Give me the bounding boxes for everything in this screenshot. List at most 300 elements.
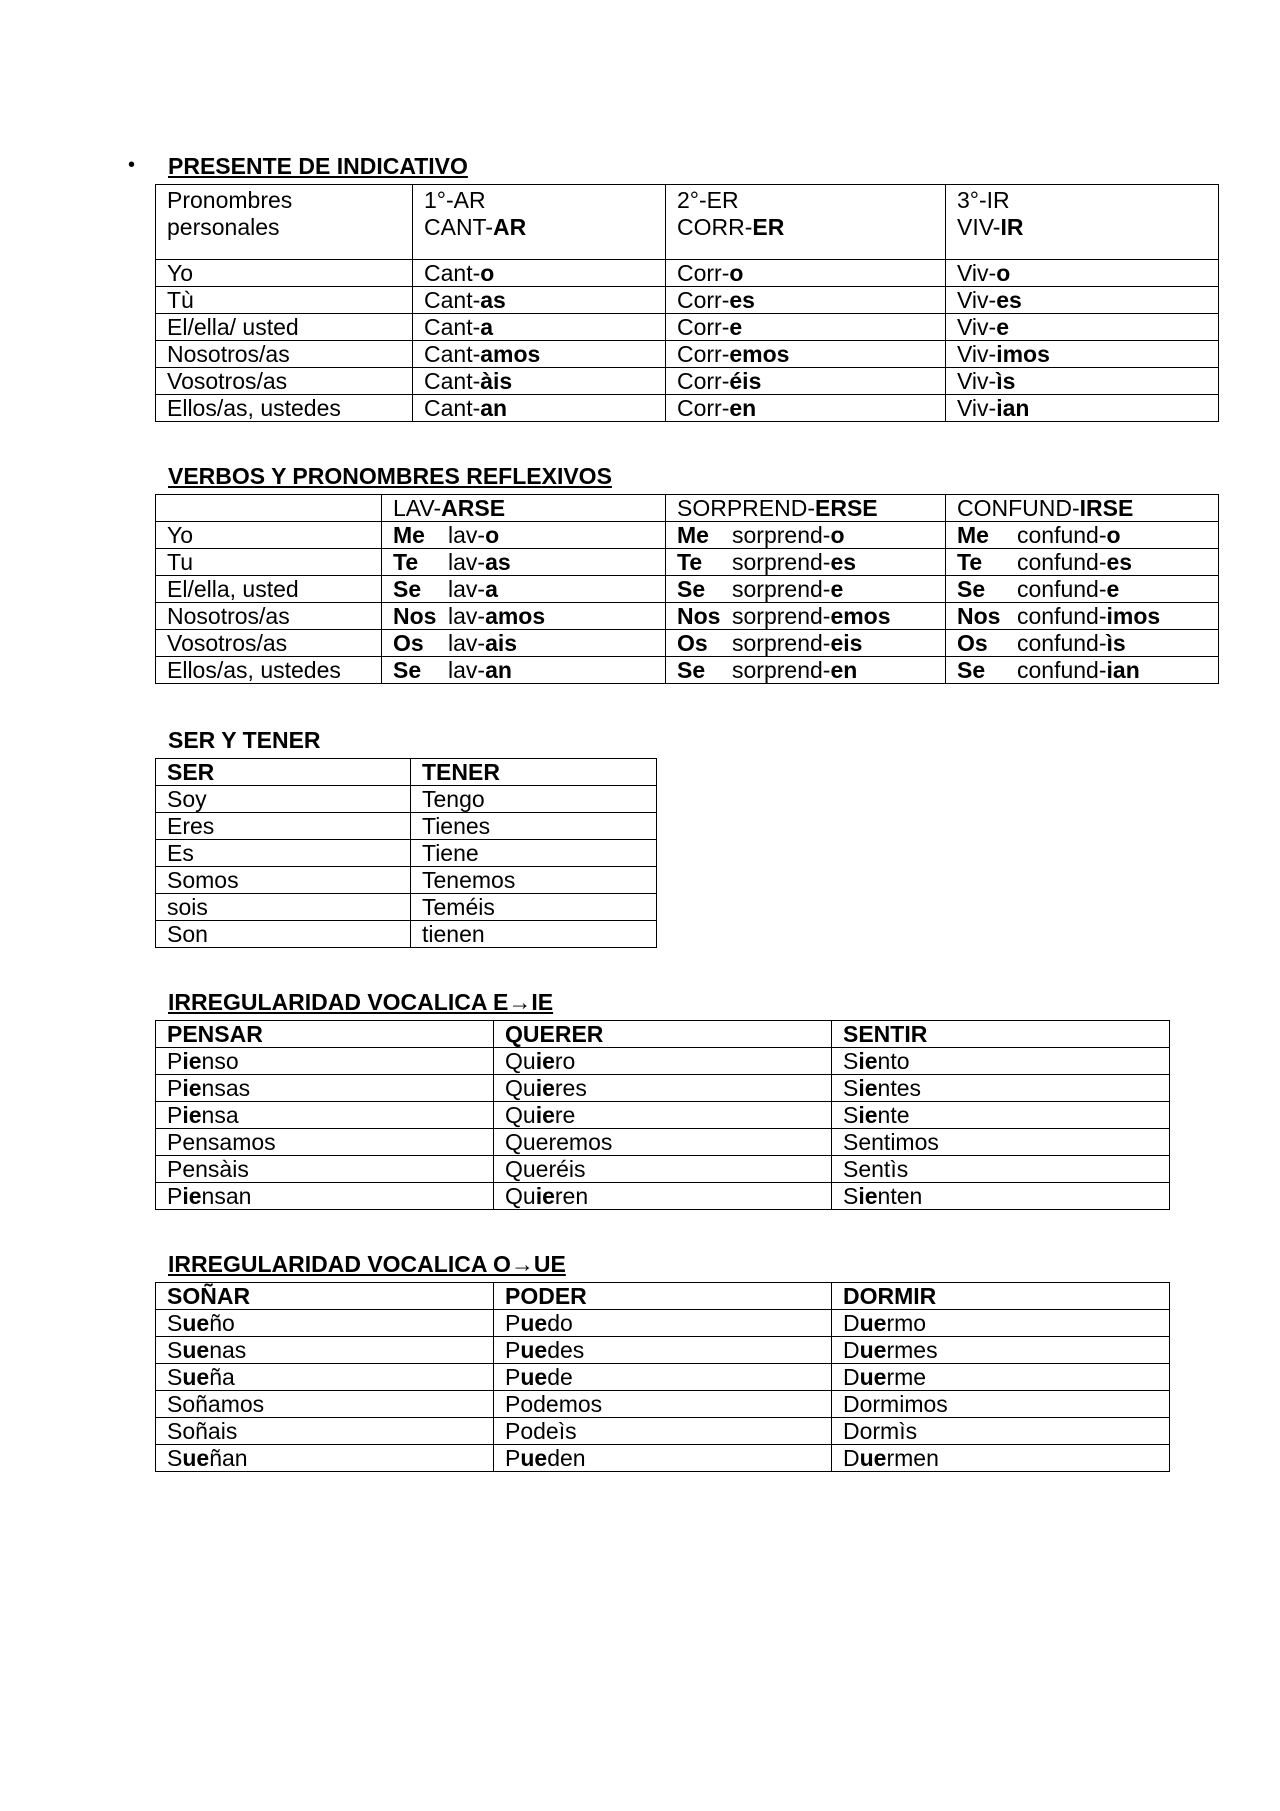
diphthong: ue	[859, 1310, 887, 1336]
presente-row	[156, 368, 1219, 395]
verb-header: TENER	[411, 759, 657, 786]
verb-ending: o	[830, 522, 845, 548]
header-empty	[156, 495, 382, 522]
word-end: nsa	[201, 1102, 239, 1128]
o-ue-row	[156, 1445, 1170, 1472]
ser-tener-table	[155, 758, 657, 948]
diphthong: ie	[182, 1048, 202, 1074]
verb-stem: VIV-	[957, 214, 1001, 240]
verb-stem: Viv-	[957, 314, 997, 340]
word-start: Dormimos	[843, 1391, 948, 1417]
verb-stem: Viv-	[957, 260, 997, 286]
reflexivos-title: VERBOS Y PRONOMBRES REFLEXIVOS	[168, 463, 612, 489]
diphthong: ie	[858, 1048, 878, 1074]
conjugation-cell	[156, 1048, 494, 1075]
e-ie-row	[156, 1183, 1170, 1210]
reflexive-pronoun: Nos	[957, 603, 1001, 629]
word-start: Podeìs	[505, 1418, 577, 1444]
reflexive-pronoun: Me	[393, 522, 425, 548]
conjugation-cell	[494, 1156, 832, 1183]
conjugation-cell	[494, 1129, 832, 1156]
e-ie-row	[156, 1129, 1170, 1156]
word-start: P	[505, 1445, 521, 1471]
conjugation-cell	[832, 1445, 1170, 1472]
conjugation-cell	[946, 314, 1219, 341]
presente-title: PRESENTE DE INDICATIVO	[168, 153, 468, 179]
o-ue-row	[156, 1418, 1170, 1445]
reflexivos-header-verb	[946, 495, 1219, 522]
conjugation-cell	[832, 1102, 1170, 1129]
verb-stem: lav-	[448, 630, 486, 656]
e-ie-row	[156, 1156, 1170, 1183]
reflexive-cell	[946, 522, 1219, 549]
verb-stem: sorprend-	[732, 657, 831, 683]
verb-stem: sorprend-	[732, 576, 831, 602]
conjugation-cell: Tengo	[411, 786, 657, 813]
reflexive-pronoun: Se	[393, 657, 422, 683]
verb-stem: Corr-	[677, 368, 730, 394]
word-start: P	[167, 1102, 183, 1128]
reflexive-pronoun: Me	[957, 522, 989, 548]
verb-ending: es	[996, 287, 1022, 313]
verb-stem: Cant-	[424, 287, 481, 313]
ser-tener-row	[156, 894, 657, 921]
verb-ending: emos	[830, 603, 891, 629]
e-ie-title: IRREGULARIDAD VOCALICA E→IE	[168, 989, 554, 1015]
word-end: do	[547, 1310, 573, 1336]
word-end: nsan	[201, 1183, 252, 1209]
reflexive-cell	[382, 549, 666, 576]
header-line: personales	[167, 214, 280, 240]
ser-tener-row	[156, 786, 657, 813]
conjugation-cell	[832, 1310, 1170, 1337]
reflexive-pronoun: Os	[957, 630, 988, 656]
verb-stem: Viv-	[957, 287, 997, 313]
diphthong: ue	[182, 1337, 210, 1363]
diphthong: ue	[182, 1364, 210, 1390]
reflexive-cell	[946, 603, 1219, 630]
verb-stem: lav-	[448, 603, 486, 629]
conjugation-cell	[494, 1102, 832, 1129]
word-start: S	[843, 1048, 859, 1074]
word-start: Pensamos	[167, 1129, 276, 1155]
header-line: 1°-AR	[424, 187, 486, 213]
presente-header-conjugation	[946, 185, 1219, 260]
conjugation-cell	[156, 1418, 494, 1445]
verb-ending: e	[996, 314, 1009, 340]
conjugation-cell: Somos	[156, 867, 411, 894]
word-start: Queremos	[505, 1129, 613, 1155]
presente-row	[156, 287, 1219, 314]
verb-ending: o	[485, 522, 500, 548]
word-start: S	[167, 1445, 183, 1471]
verb-stem: confund-	[1017, 603, 1107, 629]
conjugation-cell	[666, 314, 946, 341]
verb-ending: ìs	[996, 368, 1016, 394]
verb-ending: ais	[485, 630, 518, 656]
conjugation-cell	[413, 341, 666, 368]
conjugation-cell: sois	[156, 894, 411, 921]
verb-stem: Cant-	[424, 368, 481, 394]
word-end: nas	[209, 1337, 247, 1363]
ser-tener-header-row	[156, 759, 657, 786]
conjugation-cell	[666, 287, 946, 314]
verb-stem: lav-	[448, 522, 486, 548]
diphthong: ue	[520, 1337, 548, 1363]
reflexivos-table	[155, 494, 1219, 684]
pronoun-cell: Tù	[156, 287, 413, 314]
conjugation-cell	[666, 341, 946, 368]
verb-stem: Cant-	[424, 260, 481, 286]
diphthong: ie	[182, 1075, 202, 1101]
verb-stem: Corr-	[677, 287, 730, 313]
word-start: P	[167, 1075, 183, 1101]
header-line: 2°-ER	[677, 187, 739, 213]
diphthong: ue	[859, 1364, 887, 1390]
word-start: P	[167, 1183, 183, 1209]
conjugation-cell	[946, 287, 1219, 314]
pronoun-cell: El/ella/ usted	[156, 314, 413, 341]
e-ie-row	[156, 1075, 1170, 1102]
verb-stem: Corr-	[677, 314, 730, 340]
conjugation-cell	[832, 1364, 1170, 1391]
conjugation-cell	[413, 260, 666, 287]
word-end: re	[554, 1102, 576, 1128]
conjugation-cell	[494, 1075, 832, 1102]
e-ie-table	[155, 1020, 1170, 1210]
verb-stem: Corr-	[677, 341, 730, 367]
word-start: Soñais	[167, 1418, 238, 1444]
verb-stem: Corr-	[677, 395, 730, 421]
conjugation-cell: Tienes	[411, 813, 657, 840]
verb-ending: emos	[729, 341, 790, 367]
verb-stem: Viv-	[957, 395, 997, 421]
word-end: nte	[877, 1102, 910, 1128]
conjugation-cell	[494, 1183, 832, 1210]
verb-ending: ER	[752, 214, 785, 240]
verb-ending: as	[480, 287, 506, 313]
word-end: nsas	[201, 1075, 251, 1101]
conjugation-cell	[832, 1391, 1170, 1418]
reflexive-cell	[382, 576, 666, 603]
presente-header-pronombres	[156, 185, 413, 260]
reflexivos-row	[156, 603, 1219, 630]
conjugation-cell	[156, 1102, 494, 1129]
conjugation-cell	[494, 1048, 832, 1075]
verb-ending: IR	[1000, 214, 1024, 240]
word-start: P	[167, 1048, 183, 1074]
verb-stem: confund-	[1017, 549, 1107, 575]
reflexive-cell	[382, 522, 666, 549]
reflexive-cell	[946, 576, 1219, 603]
verb-stem: Viv-	[957, 368, 997, 394]
word-start: Qu	[505, 1102, 536, 1128]
reflexive-pronoun: Te	[957, 549, 983, 575]
diphthong: ie	[858, 1075, 878, 1101]
e-ie-row	[156, 1102, 1170, 1129]
diphthong: ie	[535, 1075, 555, 1101]
verb-ending: o	[729, 260, 744, 286]
word-end: rmes	[886, 1337, 938, 1363]
verb-ending: amos	[480, 341, 541, 367]
conjugation-cell	[666, 368, 946, 395]
conjugation-cell	[494, 1418, 832, 1445]
diphthong: ue	[520, 1364, 548, 1390]
verb-ending: AR	[493, 214, 527, 240]
reflexive-pronoun: Se	[677, 657, 706, 683]
pronoun-cell: Nosotros/as	[156, 341, 413, 368]
verb-ending: an	[480, 395, 508, 421]
conjugation-cell	[666, 260, 946, 287]
pronoun-cell: Ellos/as, ustedes	[156, 657, 382, 684]
verb-stem: Cant-	[424, 314, 481, 340]
reflexive-pronoun: Nos	[393, 603, 437, 629]
conjugation-cell	[946, 368, 1219, 395]
word-start: Qu	[505, 1048, 536, 1074]
conjugation-cell	[156, 1156, 494, 1183]
word-start: S	[167, 1364, 183, 1390]
diphthong: ie	[182, 1102, 202, 1128]
presente-header-conjugation	[413, 185, 666, 260]
presente-row	[156, 395, 1219, 422]
verb-stem: Cant-	[424, 341, 481, 367]
header-line: 3°-IR	[957, 187, 1010, 213]
conjugation-cell	[832, 1048, 1170, 1075]
ser-tener-row	[156, 867, 657, 894]
word-end: nto	[877, 1048, 910, 1074]
o-ue-row	[156, 1310, 1170, 1337]
conjugation-cell: Es	[156, 840, 411, 867]
word-end: des	[547, 1337, 585, 1363]
diphthong: ie	[535, 1183, 555, 1209]
verb-ending: IRSE	[1079, 495, 1134, 521]
o-ue-title: IRREGULARIDAD VOCALICA O→UE	[168, 1251, 566, 1277]
reflexive-pronoun: Nos	[677, 603, 721, 629]
o-ue-table	[155, 1282, 1170, 1472]
word-start: P	[505, 1364, 521, 1390]
diphthong: ue	[859, 1445, 887, 1471]
diphthong: ie	[182, 1183, 202, 1209]
reflexivos-header-verb	[666, 495, 946, 522]
verb-ending: es	[729, 287, 755, 313]
conjugation-cell	[946, 341, 1219, 368]
verb-stem: lav-	[448, 576, 486, 602]
reflexive-cell	[946, 549, 1219, 576]
presente-row	[156, 341, 1219, 368]
ser-tener-row	[156, 840, 657, 867]
pronoun-cell: Nosotros/as	[156, 603, 382, 630]
diphthong: ie	[535, 1102, 555, 1128]
verb-ending: a	[480, 314, 494, 340]
word-start: D	[843, 1364, 860, 1390]
word-end: res	[554, 1075, 587, 1101]
verb-ending: e	[1106, 576, 1120, 602]
reflexivos-row	[156, 522, 1219, 549]
word-start: Queréis	[505, 1156, 586, 1182]
verb-ending: imos	[1106, 603, 1161, 629]
verb-header: PENSAR	[156, 1021, 494, 1048]
conjugation-cell: Son	[156, 921, 411, 948]
header-line: Pronombres	[167, 187, 293, 213]
word-end: den	[547, 1445, 586, 1471]
verb-ending: ERSE	[815, 495, 878, 521]
reflexive-cell	[666, 576, 946, 603]
diphthong: ue	[182, 1310, 210, 1336]
verb-stem: CONFUND-	[957, 495, 1080, 521]
word-start: Sentimos	[843, 1129, 939, 1155]
reflexive-pronoun: Se	[393, 576, 422, 602]
word-start: D	[843, 1310, 860, 1336]
conjugation-cell	[413, 368, 666, 395]
verb-ending: o	[1106, 522, 1121, 548]
verb-ending: an	[485, 657, 512, 683]
reflexive-pronoun: Os	[677, 630, 708, 656]
diphthong: ue	[182, 1445, 210, 1471]
word-start: Soñamos	[167, 1391, 265, 1417]
word-end: de	[547, 1364, 573, 1390]
conjugation-cell	[156, 1129, 494, 1156]
verb-stem: Corr-	[677, 260, 730, 286]
word-end: rmo	[886, 1310, 927, 1336]
word-end: ñan	[209, 1445, 248, 1471]
verb-header: SOÑAR	[156, 1283, 494, 1310]
presente-row	[156, 260, 1219, 287]
diphthong: ue	[520, 1445, 548, 1471]
verb-header: SER	[156, 759, 411, 786]
word-start: Qu	[505, 1075, 536, 1101]
verb-ending: àis	[480, 368, 513, 394]
verb-stem: CORR-	[677, 214, 753, 240]
verb-stem: Viv-	[957, 341, 997, 367]
conjugation-cell	[413, 287, 666, 314]
conjugation-cell	[832, 1418, 1170, 1445]
conjugation-cell	[832, 1337, 1170, 1364]
conjugation-cell	[156, 1183, 494, 1210]
conjugation-cell	[832, 1075, 1170, 1102]
pronoun-cell: Yo	[156, 260, 413, 287]
verb-ending: as	[485, 549, 511, 575]
verb-stem: CANT-	[424, 214, 493, 240]
reflexivos-row	[156, 549, 1219, 576]
reflexive-cell	[666, 522, 946, 549]
reflexivos-header-row	[156, 495, 1219, 522]
reflexive-pronoun: Se	[677, 576, 706, 602]
conjugation-cell	[666, 395, 946, 422]
conjugation-cell	[413, 395, 666, 422]
verb-ending: eis	[830, 630, 863, 656]
word-start: Dormìs	[843, 1418, 918, 1444]
reflexive-cell	[946, 630, 1219, 657]
word-start: Pensàis	[167, 1156, 249, 1182]
reflexive-cell	[666, 549, 946, 576]
diphthong: ie	[858, 1183, 878, 1209]
word-start: Sentìs	[843, 1156, 909, 1182]
e-ie-header-row	[156, 1021, 1170, 1048]
conjugation-cell	[832, 1183, 1170, 1210]
reflexive-pronoun: Me	[677, 522, 709, 548]
word-end: ro	[554, 1048, 576, 1074]
verb-ending: es	[1106, 549, 1133, 575]
conjugation-cell	[156, 1337, 494, 1364]
e-ie-row	[156, 1048, 1170, 1075]
reflexive-cell	[382, 603, 666, 630]
verb-header: PODER	[494, 1283, 832, 1310]
pronoun-cell: Vosotros/as	[156, 630, 382, 657]
reflexive-pronoun: Te	[677, 549, 703, 575]
diphthong: ie	[858, 1102, 878, 1128]
verb-stem: confund-	[1017, 657, 1107, 683]
verb-ending: es	[830, 549, 857, 575]
conjugation-cell: Tenemos	[411, 867, 657, 894]
word-start: S	[843, 1183, 859, 1209]
verb-stem: SORPREND-	[677, 495, 816, 521]
presente-header-conjugation	[666, 185, 946, 260]
reflexive-pronoun: Os	[393, 630, 424, 656]
presente-row	[156, 314, 1219, 341]
verb-stem: lav-	[448, 549, 486, 575]
word-start: P	[505, 1310, 521, 1336]
word-start: S	[167, 1310, 183, 1336]
pronoun-cell: Tu	[156, 549, 382, 576]
o-ue-row	[156, 1337, 1170, 1364]
conjugation-cell	[494, 1391, 832, 1418]
verb-ending: ARSE	[441, 495, 506, 521]
verb-stem: confund-	[1017, 522, 1107, 548]
conjugation-cell: Tiene	[411, 840, 657, 867]
verb-ending: en	[729, 395, 757, 421]
verb-stem: sorprend-	[732, 522, 831, 548]
reflexive-cell	[666, 630, 946, 657]
conjugation-cell	[494, 1445, 832, 1472]
reflexivos-header-verb	[382, 495, 666, 522]
word-end: ntes	[877, 1075, 922, 1101]
conjugation-cell	[832, 1129, 1170, 1156]
verb-stem: Cant-	[424, 395, 481, 421]
presente-header-row	[156, 185, 1219, 260]
verb-header: DORMIR	[832, 1283, 1170, 1310]
reflexivos-row	[156, 630, 1219, 657]
conjugation-cell	[494, 1337, 832, 1364]
conjugation-cell	[156, 1364, 494, 1391]
verb-ending: ian	[996, 395, 1030, 421]
conjugation-cell	[946, 395, 1219, 422]
reflexive-cell	[382, 630, 666, 657]
ser-tener-row	[156, 921, 657, 948]
reflexive-cell	[666, 603, 946, 630]
word-end: nso	[201, 1048, 239, 1074]
word-end: rme	[886, 1364, 927, 1390]
o-ue-row	[156, 1364, 1170, 1391]
reflexive-cell	[382, 657, 666, 684]
conjugation-cell: Teméis	[411, 894, 657, 921]
conjugation-cell	[413, 314, 666, 341]
conjugation-cell: tienen	[411, 921, 657, 948]
conjugation-cell	[494, 1364, 832, 1391]
bullet-point: •	[128, 154, 136, 176]
reflexivos-row	[156, 576, 1219, 603]
verb-ending: amos	[485, 603, 546, 629]
word-start: Qu	[505, 1183, 536, 1209]
reflexive-pronoun: Se	[957, 576, 986, 602]
verb-header: QUERER	[494, 1021, 832, 1048]
verb-ending: éis	[729, 368, 762, 394]
word-end: ren	[554, 1183, 589, 1209]
conjugation-cell: Soy	[156, 786, 411, 813]
reflexive-cell	[666, 657, 946, 684]
verb-stem: sorprend-	[732, 603, 831, 629]
reflexive-cell	[946, 657, 1219, 684]
verb-ending: ìs	[1106, 630, 1126, 656]
